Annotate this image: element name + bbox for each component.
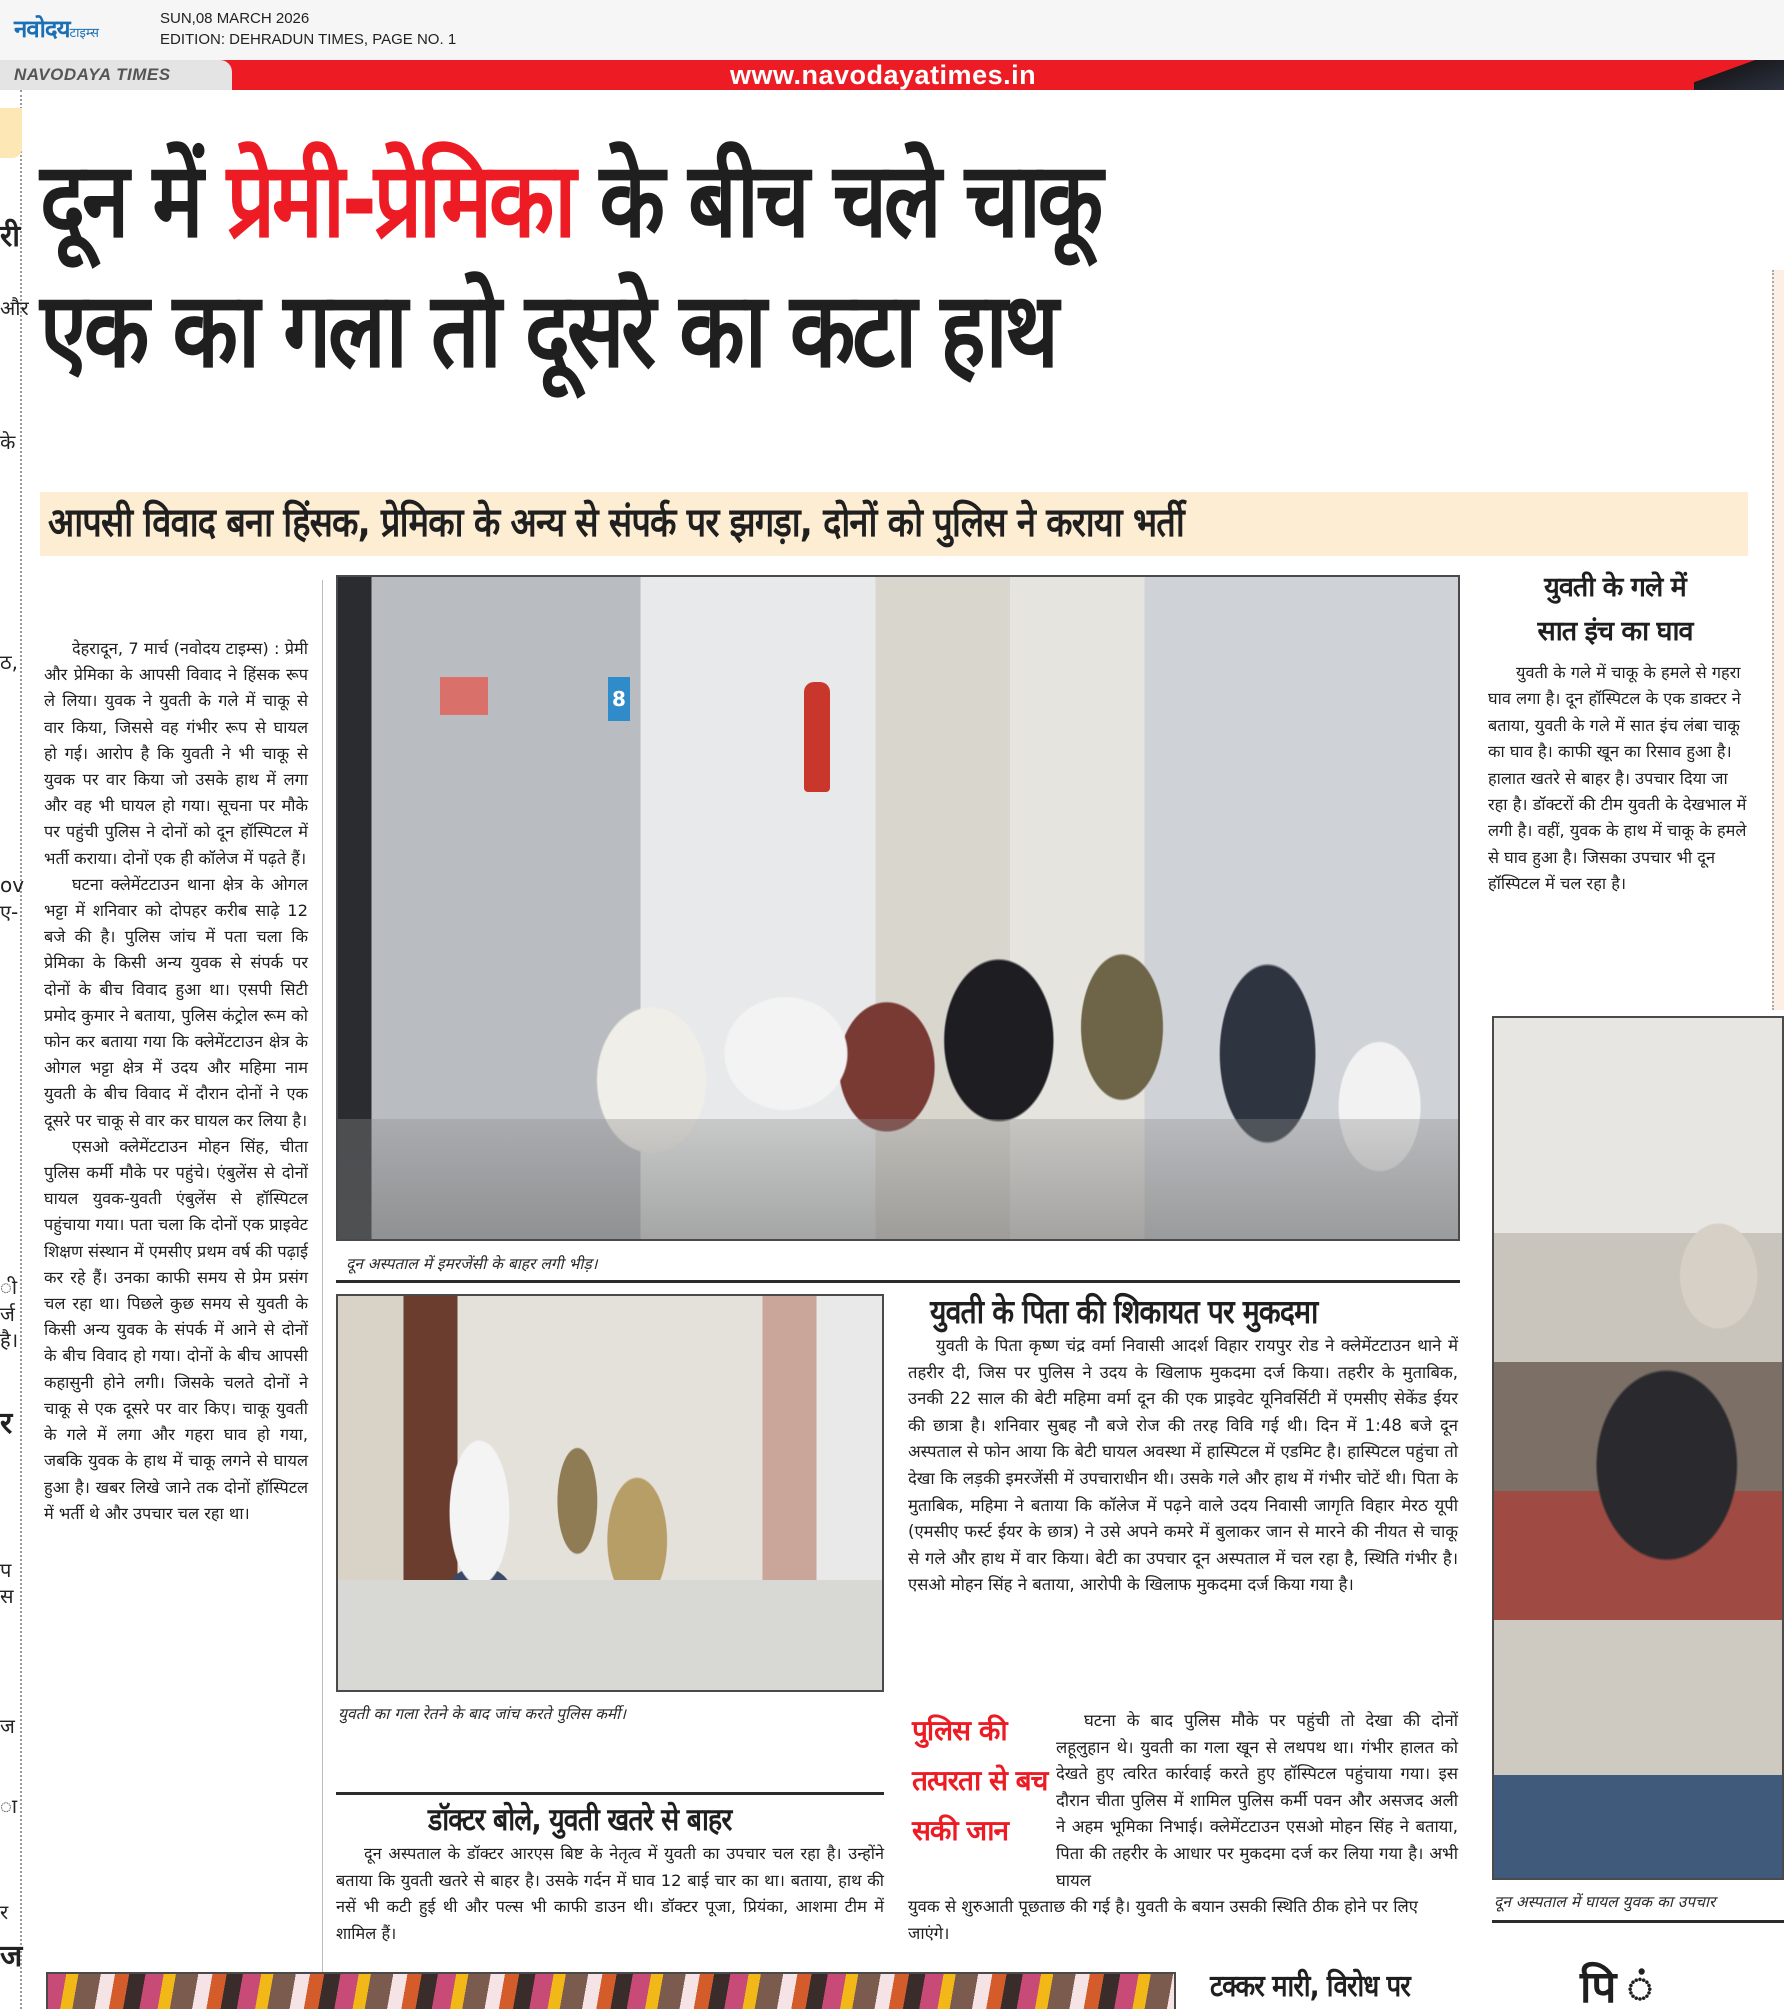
left-fragment: ए- xyxy=(0,900,19,924)
doctor-story-body xyxy=(336,1841,884,1947)
headline-suffix: के बीच चले चाकू xyxy=(573,139,1100,261)
injured-photo-caption: दून अस्पताल में घायल युवक का उपचार xyxy=(1494,1893,1716,1911)
doctor-story-heading: डॉक्टर बोले, युवती खतरे से बाहर xyxy=(428,1802,732,1838)
caption-rule xyxy=(1492,1920,1784,1923)
left-fragment: स xyxy=(0,1584,14,1608)
newspaper-logo[interactable] xyxy=(14,12,99,45)
sidebar-heading-line1: युवती के गले में xyxy=(1544,572,1686,603)
sidebar-heading xyxy=(1490,566,1740,654)
corner-photo-thumbnail xyxy=(1694,60,1784,90)
logo-main-text: नवोदय xyxy=(14,15,70,43)
edition-page: EDITION: DEHRADUN TIMES, PAGE NO. 1 xyxy=(160,31,457,48)
left-fragment: प xyxy=(0,1558,12,1582)
doctor-story-paragraph: दून अस्पताल के डॉक्टर आरएस बिष्ट के नेतृत्व में युवती का उपचार चल रहा है। उन्होंने बताया कि युवती खतरे से बाहर है। उसके गर्दन में घाव 12 बाई चार का था। बताया, हाथ की नसें भी कटी हुई थी और पल्स भी काफी डाउन थी। डॉक्टर पूजा, प्रियंका, आशमा टीम में शामिल हैं। xyxy=(336,1844,884,1943)
story-paragraph: देहरादून, 7 मार्च (नवोदय टाइम्स) : प्रेमी और प्रेमिका के आपसी विवाद ने हिंसक रूप ले लिया। युवक ने युवती के गले में चाकू से वार किया, जिससे वह गंभीर रूप से घायल हो गई। आरोप है कि युवती ने भी चाकू से युवक पर वार किया जो उसके हाथ में लगा और वह भी घायल हो गया। सूचना पर मौके पर पहुंची पुलिस ने दोनों को दून हॉस्पिटल में भर्ती कराया। दोनों एक ही कॉलेज में पढ़ते हैं। xyxy=(44,639,308,868)
left-column-tab xyxy=(0,108,22,158)
edition-meta-bar xyxy=(0,0,1784,60)
left-fragment: ov xyxy=(0,873,25,897)
danger-sign xyxy=(440,677,488,715)
main-headline xyxy=(40,140,1450,400)
edition-info xyxy=(160,8,456,50)
left-fragment: र xyxy=(0,1406,13,1441)
left-fragment: री xyxy=(0,219,21,254)
sub-headline xyxy=(40,492,1748,556)
festival-photo[interactable] xyxy=(46,1972,1176,2009)
left-fragment: और xyxy=(0,296,29,320)
left-fragment: ी xyxy=(0,1275,18,1299)
caption-rule xyxy=(336,1280,1460,1283)
right-adjacent-column xyxy=(1772,270,1784,1010)
photo-floor xyxy=(338,1580,882,1690)
masthead-strip xyxy=(0,60,1784,90)
police-photo-caption: युवती का गला रेतने के बाद जांच करते पुलिस कर्मी। xyxy=(338,1705,627,1723)
story-paragraph: एसओ क्लेमेंटटाउन मोहन सिंह, चीता पुलिस कर्मी मौके पर पहुंचे। एंबुलेंस से दोनों घायल युवक-युवती एंबुलेंस से हॉस्पिटल पहुंचाया गया। पता चला कि दोनों एक प्राइवेट शिक्षण संस्थान में एमसीए प्रथम वर्ष की पढ़ाई कर रहे हैं। उनका काफी समय से प्रेम प्रसंग चल रहा था। पिछले कुछ समय से युवती के किसी अन्य युवक के संपर्क में आने से दोनों के बीच विवाद हो गया। दोनों के बीच आपसी कहासुनी होने लगी। जिसके चलते दोनों ने चाकू से एक दूसरे पर वार किए। चाकू युवती के गले में लगा और गहरा घाव हो गया, जबकि युवक के हाथ में चाकू लगने से घायल हुआ है। खबर लिखे जाने तक दोनों हॉस्पिटल में भर्ती थे और उपचार चल रहा था। xyxy=(44,1136,308,1523)
father-story-heading: युवती के पिता की शिकायत पर मुकदमा xyxy=(930,1292,1318,1331)
left-fragment: ठ, xyxy=(0,650,18,674)
police-callout-heading: पुलिस की तत्परता से बच सकी जान xyxy=(912,1714,1048,1847)
left-fragment: के xyxy=(0,430,16,454)
father-story-paragraph: युवती के पिता कृष्ण चंद्र वर्मा निवासी आदर्श विहार रायपुर रोड ने क्लेमेंटटाउन थाने में तहरीर दी, जिस पर पुलिस ने उदय के खिलाफ मुकदमा दर्ज किया। तहरीर के मुताबिक, उनकी 22 साल की बेटी महिमा वर्मा दून की एक प्राइवेट यूनिवर्सिटी में एमसीए सेकेंड ईयर की छात्रा है। शनिवार सुबह नौ बजे रोज की तरह विवि गई थी। दिन में 1:48 बजे दून अस्पताल से फोन आया कि बेटी घायल अवस्था में हास्पिटल में एडमिट है। हास्पिटल पहुंचा तो देखा कि लड़की इमरजेंसी में उपचाराधीन थी। उसके गले और हाथ में गंभीर चोटें थी। पिता के मुताबिक, महिमा ने बताया कि कॉलेज में पढ़ने वाले उदय निवासी जागृति विहार मेरठ यूपी (एमसीए फर्स्ट ईयर के छात्र) ने उसे अपने कमरे में बुलाकर जान से मारने की नीयत से चाकू से गले और हाथ में वार किया। बेटी का उपचार दून अस्पताल में चल रहा है, स्थिति गंभीर है। एसओ मोहन सिंह ने बताया, आरोपी के खिलाफ मुकदमा दर्ज किया गया है। xyxy=(908,1336,1458,1595)
photo-floor xyxy=(338,1119,1458,1239)
police-story-body xyxy=(1056,1708,1458,1894)
logo-small-text: टाइम्स xyxy=(69,26,99,41)
left-fragment: ज xyxy=(0,1939,23,1974)
sidebar-body xyxy=(1488,660,1748,898)
sidebar-paragraph: युवती के गले में चाकू के हमले से गहरा घाव लगा है। दून हॉस्पिटल के एक डाक्टर ने बताया, युवती के गले में सात इंच लंबा चाकू का घाव है। काफी खून का रिसाव हुआ है। हालात खतरे से बाहर है। उपचार दिया जा रहा है। डॉक्टरों की टीम युवती के देखभाल में लगी है। वहीं, युवक के हाथ में चाकू के हमले से घाव हुआ है। जिसका उपचार भी दून हॉस्पिटल में चल रहा है। xyxy=(1488,663,1747,894)
room-number-sign: 8 xyxy=(608,677,630,721)
edition-date: SUN,08 MARCH 2026 xyxy=(160,10,310,27)
site-url-link[interactable]: www.navodayatimes.in xyxy=(730,60,1037,90)
left-fragment: र xyxy=(0,1900,9,1924)
headline-prefix: दून में xyxy=(40,139,227,261)
left-fragment: ा xyxy=(0,1794,18,1818)
injured-youth-photo[interactable] xyxy=(1492,1016,1784,1880)
sidebar-heading-line2: सात इंच का घाव xyxy=(1537,616,1693,647)
hospital-crowd-photo[interactable] xyxy=(336,575,1460,1241)
caption-rule xyxy=(336,1792,884,1795)
police-story-tail-text: युवक से शुरुआती पूछताछ की गई है। युवती के बयान उसकी स्थिति ठीक होने पर लिए जाएंगे। xyxy=(908,1897,1418,1943)
police-investigation-photo[interactable] xyxy=(336,1294,884,1692)
sub-headline-text: आपसी विवाद बना हिंसक, प्रेमिका के अन्य से संपर्क पर झगड़ा, दोनों को पुलिस ने कराया भर्ती xyxy=(48,500,1184,546)
headline-highlight: प्रेमी-प्रेमिका xyxy=(226,139,574,261)
story-paragraph: घटना क्लेमेंटटाउन थाना क्षेत्र के ओगल भट्टा में शनिवार को दोपहर करीब साढ़े 12 बजे की है। पुलिस जांच में पता चला कि प्रेमिका के किसी अन्य युवक से संपर्क पर दोनों के बीच विवाद हुआ था। एसपी सिटी प्रमोद कुमार ने बताया, पुलिस कंट्रोल रूम को फोन कर बताया गया कि क्लेमेंटटाउन क्षेत्र के ओगल भट्टा क्षेत्र में उदय और महिमा नाम युवती के बीच विवाद में दौरान दोनों ने एक दूसरे पर चाकू से वार कर घायल कर लिया है। xyxy=(44,874,308,1130)
left-fragment: र्ज xyxy=(0,1302,15,1326)
brand-tab: NAVODAYA TIMES xyxy=(0,60,232,90)
police-story-tail xyxy=(908,1894,1458,1947)
main-story-body xyxy=(44,636,308,1527)
next-right-heading-fragment: पि ं xyxy=(1580,1962,1652,2009)
left-adjacent-column xyxy=(0,90,29,2009)
next-story-heading: टक्कर मारी, विरोध पर xyxy=(1210,1969,1410,2004)
father-story-body xyxy=(908,1333,1458,1599)
left-fragment: है। xyxy=(0,1328,19,1352)
main-photo-caption: दून अस्पताल में इमरजेंसी के बाहर लगी भीड़। xyxy=(346,1255,598,1273)
headline-line-2: एक का गला तो दूसरे का कटा हाथ xyxy=(40,269,1056,391)
headline-line-1 xyxy=(40,140,1450,270)
column-divider xyxy=(322,580,323,2000)
left-fragment: ज xyxy=(0,1714,15,1738)
fire-extinguisher xyxy=(804,682,830,792)
police-story-paragraph: घटना के बाद पुलिस मौके पर पहुंची तो देखा की दोनों लहूलुहान थे। युवती का गला खून से लथपथ था। गंभीर हालत को देखते हुए त्वरित कार्रवाई करते हुए हॉस्पिटल पहुंचाया गया। इस दौरान चीता पुलिस में शामिल पुलिस कर्मी पवन और असजद अली ने अहम भूमिका निभाई। क्लेमेंटटाउन एसओ मोहन सिंह ने बताया, पिता की तहरीर के आधार पर मुकदमा दर्ज कर लिया गया है। अभी घायल xyxy=(1056,1711,1458,1890)
